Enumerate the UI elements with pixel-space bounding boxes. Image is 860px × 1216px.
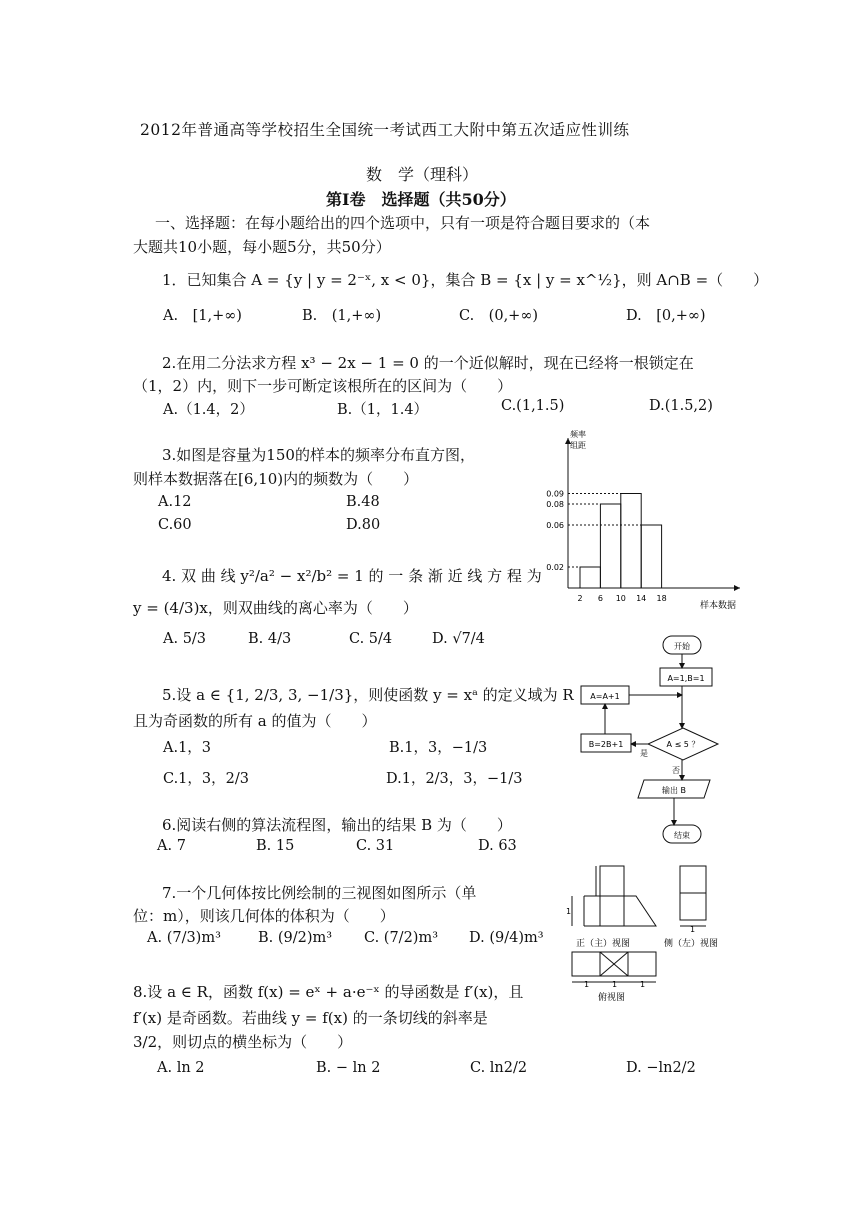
hist-y-tick-label: 0.08 bbox=[546, 500, 564, 509]
q7-stem-line-2: 位：m），则该几何体的体积为（ ） bbox=[133, 907, 395, 925]
front-view-unit-label: 1 bbox=[566, 907, 572, 916]
q4-stem-line-2: y = (4/3)x，则双曲线的离心率为（ ） bbox=[133, 599, 418, 617]
q7-option-b: B. (9/2)m³ bbox=[258, 930, 333, 946]
q4-stem-line-1: 4. 双 曲 线 y²/a² − x²/b² = 1 的 一 条 渐 近 线 方 程 为 bbox=[162, 567, 542, 585]
hist-x-arrow bbox=[734, 585, 740, 591]
q6-stem: 6.阅读右侧的算法流程图，输出的结果 B 为（ ） bbox=[162, 816, 512, 834]
hist-ylabel-top: 频率 bbox=[570, 430, 586, 439]
hist-bar bbox=[641, 525, 661, 588]
q3-option-d: D.80 bbox=[346, 517, 381, 533]
q8-option-a: A. ln 2 bbox=[157, 1060, 205, 1076]
hist-x-tick-label: 18 bbox=[656, 594, 667, 603]
three-view-diagram bbox=[560, 860, 760, 1036]
q2-option-d: D.(1.5,2) bbox=[649, 398, 713, 414]
q3-option-c: C.60 bbox=[158, 517, 192, 533]
q5-option-c: C.1，3，2/3 bbox=[163, 771, 249, 787]
side-view-caption: 侧（左）视图 bbox=[664, 939, 719, 949]
hist-x-tick-label: 6 bbox=[597, 594, 603, 603]
flow-init-label: A=1,B=1 bbox=[667, 674, 705, 683]
exam-title: 2012年普通高等学校招生全国统一考试西工大附中第五次适应性训练 bbox=[140, 121, 630, 139]
q2-stem-line-2: （1，2）内，则下一步可断定该根所在的区间为（ ） bbox=[133, 377, 513, 395]
flow-start-label: 开始 bbox=[674, 642, 690, 651]
top-view-unit-label-3: 1 bbox=[640, 980, 646, 989]
q8-stem-line-2: f′(x) 是奇函数。若曲线 y = f(x) 的一条切线的斜率是 bbox=[133, 1009, 488, 1027]
hist-ylabel-bottom: 组距 bbox=[570, 441, 586, 450]
part-title: 第Ⅰ卷 选择题（共50分） bbox=[326, 190, 516, 209]
q7-option-a: A. (7/3)m³ bbox=[147, 930, 221, 946]
top-view-caption: 俯视图 bbox=[598, 993, 626, 1003]
side-view-unit-label: 1 bbox=[690, 925, 696, 934]
q5-option-a: A.1，3 bbox=[163, 740, 212, 756]
hist-bar bbox=[621, 494, 641, 589]
top-view-unit-label-1: 1 bbox=[584, 980, 590, 989]
q1-option-a: A. [1,+∞) bbox=[163, 308, 242, 324]
q6-option-b: B. 15 bbox=[256, 838, 295, 854]
front-view-lower-block bbox=[600, 896, 656, 926]
q3-stem-line-2: 则样本数据落在[6,10)内的频数为（ ） bbox=[133, 470, 419, 488]
algorithm-flowchart bbox=[576, 630, 756, 848]
q8-stem-line-3: 3/2，则切点的横坐标为（ ） bbox=[133, 1033, 353, 1051]
hist-bar bbox=[600, 504, 620, 588]
q1-option-b: B. (1,+∞) bbox=[302, 308, 382, 324]
hist-y-tick-label: 0.09 bbox=[546, 489, 564, 499]
q7-option-c: C. (7/2)m³ bbox=[364, 930, 439, 946]
instructions-line-2: 大题共10小题，每小题5分，共50分） bbox=[133, 238, 391, 256]
q8-option-b: B. − ln 2 bbox=[316, 1060, 381, 1076]
hist-x-tick-label: 2 bbox=[577, 594, 583, 603]
q2-option-c: C.(1,1.5) bbox=[501, 398, 565, 414]
q4-option-a: A. 5/3 bbox=[163, 631, 207, 647]
hist-y-tick-label: 0.06 bbox=[546, 521, 564, 530]
q5-option-b: B.1，3，−1/3 bbox=[389, 740, 488, 756]
q4-option-d: D. √7/4 bbox=[432, 631, 485, 647]
q4-option-c: C. 5/4 bbox=[349, 631, 393, 647]
q6-option-d: D. 63 bbox=[478, 838, 517, 854]
q2-option-b: B.（1，1.4） bbox=[337, 402, 429, 418]
q6-option-a: A. 7 bbox=[157, 838, 186, 854]
flow-update-b-label: B=2B+1 bbox=[588, 740, 624, 749]
q8-option-c: C. ln2/2 bbox=[470, 1060, 528, 1076]
subject-title: 数 学（理科） bbox=[366, 165, 479, 184]
hist-bar bbox=[580, 567, 600, 588]
frequency-histogram bbox=[530, 428, 760, 616]
flow-yes-label: 是 bbox=[640, 749, 648, 758]
q8-stem-line-1: 8.设 a ∈ R，函数 f(x) = eˣ + a·e⁻ˣ 的导函数是 f′(x)，且 bbox=[133, 983, 524, 1001]
hist-xlabel: 样本数据 bbox=[700, 601, 737, 611]
flow-no-label: 否 bbox=[672, 766, 680, 775]
top-view-unit-label-2: 1 bbox=[612, 980, 618, 989]
hist-x-tick-label: 10 bbox=[615, 594, 626, 603]
q1-option-d: D. [0,+∞) bbox=[626, 308, 706, 324]
flow-end-label: 结束 bbox=[674, 831, 690, 840]
hist-y-tick-label: 0.02 bbox=[546, 563, 564, 572]
q2-stem-line-1: 2.在用二分法求方程 x³ − 2x − 1 = 0 的一个近似解时，现在已经将一根锁定在 bbox=[162, 354, 694, 372]
q7-stem-line-1: 7.一个几何体按比例绘制的三视图如图所示（单 bbox=[162, 884, 477, 902]
q3-option-b: B.48 bbox=[346, 494, 380, 510]
q7-option-d: D. (9/4)m³ bbox=[469, 930, 544, 946]
q8-option-d: D. −ln2/2 bbox=[626, 1060, 696, 1076]
instructions-line-1: 一、选择题：在每小题给出的四个选项中，只有一项是符合题目要求的（本 bbox=[155, 214, 651, 232]
q5-option-d: D.1，2/3，3，−1/3 bbox=[386, 771, 523, 787]
q3-option-a: A.12 bbox=[158, 494, 192, 510]
front-view-upper-block bbox=[600, 866, 624, 896]
q5-stem-line-2: 且为奇函数的所有 a 的值为（ ） bbox=[133, 712, 377, 730]
flow-cond-label: A ≤ 5 ？ bbox=[666, 740, 700, 749]
front-view-caption: 正（主）视图 bbox=[576, 939, 631, 949]
q5-stem-line-1: 5.设 a ∈ {1, 2/3, 3, −1/3}，则使函数 y = xᵃ 的定义域为 R bbox=[162, 686, 574, 704]
flow-output-label: 输出 B bbox=[661, 786, 687, 795]
q2-option-a: A.（1.4，2） bbox=[163, 402, 254, 418]
flow-inc-a-label: A=A+1 bbox=[590, 692, 620, 701]
hist-x-tick-label: 14 bbox=[636, 594, 647, 603]
q6-option-c: C. 31 bbox=[356, 838, 395, 854]
q3-stem-line-1: 3.如图是容量为150的样本的频率分布直方图， bbox=[162, 446, 475, 464]
q4-option-b: B. 4/3 bbox=[248, 631, 292, 647]
q1-option-c: C. (0,+∞) bbox=[459, 308, 539, 324]
q1-stem: 1．已知集合 A = {y | y = 2⁻ˣ, x < 0}，集合 B = {x | y = x^½}，则 A∩B =（ ） bbox=[162, 271, 769, 289]
